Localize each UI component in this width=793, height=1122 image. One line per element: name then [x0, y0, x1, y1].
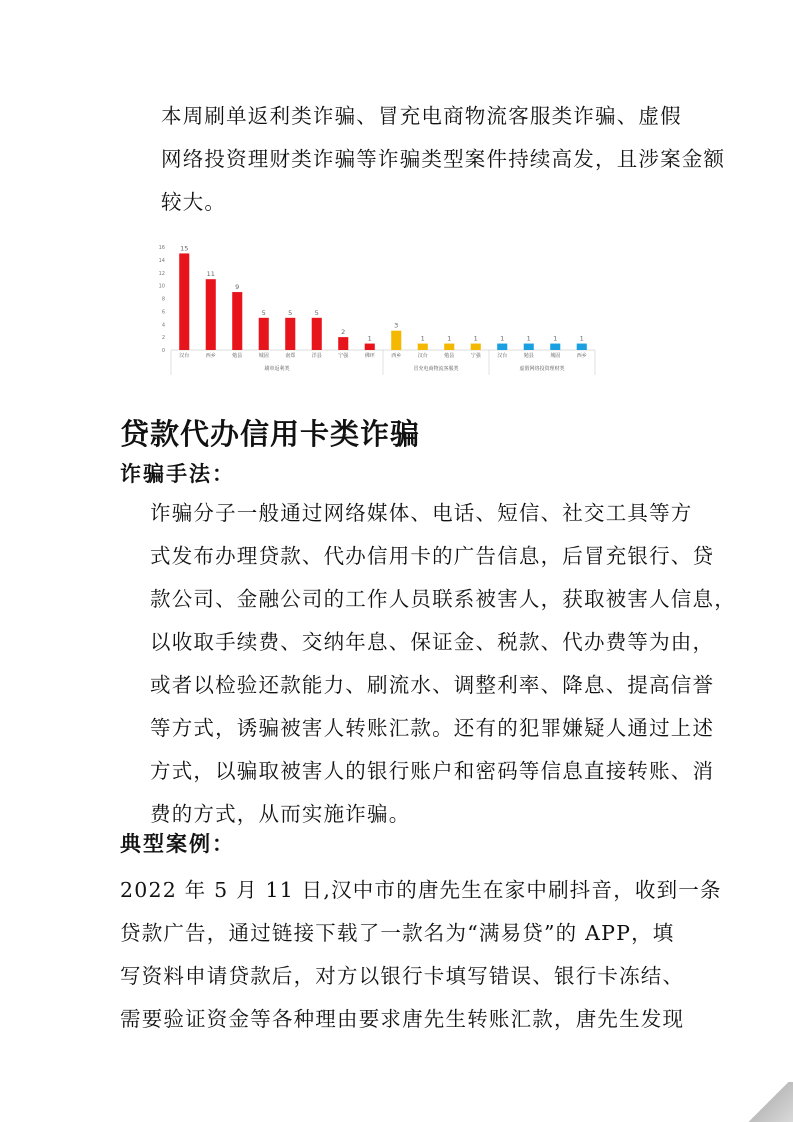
text-line: 或者以检验还款能力、刷流水、调整利率、降息、提高信誉 [150, 673, 715, 697]
text-line: 网络投资理财类诈骗等诈骗类型案件持续高发，且涉案金额 [161, 147, 726, 171]
y-tick-label: 6 [161, 309, 165, 316]
x-category-label: 汉台 [497, 353, 508, 359]
bar [206, 279, 216, 350]
y-tick-label: 2 [161, 335, 165, 342]
x-category-label: 西乡 [205, 353, 216, 359]
x-category-label: 西乡 [391, 353, 402, 359]
text-line: 等方式，诱骗被害人转账汇款。还有的犯罪嫌疑人通过上述 [150, 716, 715, 740]
bar-value-label: 1 [473, 334, 478, 343]
bar-value-label: 11 [206, 270, 215, 279]
x-category-label: 城固 [550, 353, 561, 359]
text-line: 2022 年 5 月 11 日,汉中市的唐先生在家中刷抖音，收到一条 [120, 878, 722, 902]
bar-value-label: 1 [553, 334, 558, 343]
bar [524, 344, 534, 350]
bar-value-label: 1 [500, 334, 505, 343]
y-tick-label: 0 [161, 348, 165, 354]
bar-value-label: 3 [394, 321, 399, 330]
x-category-label: 宁强 [338, 353, 349, 359]
bar [179, 253, 189, 350]
y-tick-label: 14 [158, 257, 165, 264]
text-line: 以收取手续费、交纳年息、保证金、税款、代办费等为由， [150, 630, 715, 654]
y-tick-label: 10 [158, 283, 165, 290]
x-category-label: 勉县 [444, 353, 455, 359]
y-tick-label: 16 [158, 245, 165, 251]
bar [259, 318, 269, 350]
x-category-label: 西乡 [576, 353, 587, 359]
x-category-label: 汉台 [417, 353, 428, 359]
bar-value-label: 9 [235, 283, 240, 292]
bar-value-label: 5 [288, 308, 293, 317]
x-category-label: 勉县 [523, 353, 534, 359]
text-line: 费的方式，从而实施诈骗。 [150, 802, 411, 826]
y-tick-label: 12 [158, 270, 165, 277]
x-category-label: 佛坪 [364, 353, 375, 359]
bar [232, 292, 242, 350]
case-paragraph [120, 869, 722, 1041]
method-heading: 诈骗手法： [120, 462, 235, 486]
bar-value-label: 5 [314, 308, 319, 317]
bar-value-label: 1 [367, 334, 372, 343]
x-category-label: 宁强 [470, 353, 481, 359]
text-line: 较大。 [161, 190, 227, 214]
bar-value-label: 1 [447, 334, 452, 343]
bar-value-label: 5 [261, 308, 266, 317]
group-label: 冒充电商物流客服类 [413, 366, 459, 372]
intro-paragraph [120, 95, 726, 224]
bar [471, 344, 481, 350]
bar [285, 318, 295, 350]
bar [577, 344, 587, 350]
text-line: 方式，以骗取被害人的银行账户和密码等信息直接转账、消 [150, 759, 715, 783]
bar-value-label: 1 [579, 334, 584, 343]
x-category-label: 勉县 [232, 353, 243, 359]
y-tick-label: 8 [161, 296, 165, 303]
y-tick-label: 4 [161, 322, 165, 329]
text-line: 式发布办理贷款、代办信用卡的广告信息，后冒充银行、贷 [150, 544, 715, 568]
group-label: 虚假网络投资理财类 [519, 366, 565, 372]
fraud-cases-bar-chart [143, 235, 598, 380]
bar [418, 344, 428, 350]
bar [550, 344, 560, 350]
x-category-label: 洋县 [311, 353, 322, 359]
bar [444, 344, 454, 350]
x-category-label: 汉台 [179, 353, 190, 359]
page-curl-decoration [733, 1082, 793, 1122]
bar [365, 344, 375, 350]
method-paragraph [120, 492, 736, 836]
bar [391, 331, 401, 350]
group-label: 刷单返利类 [264, 366, 290, 372]
bar-value-label: 15 [180, 244, 189, 253]
text-line: 贷款广告，通过链接下载了一款名为“满易贷”的 APP，填 [120, 921, 675, 945]
bar [312, 318, 322, 350]
x-category-label: 城固 [258, 353, 269, 359]
text-line: 本周刷单返利类诈骗、冒充电商物流客服类诈骗、虚假 [161, 104, 682, 128]
x-category-label: 南郑 [285, 353, 296, 359]
section-title: 贷款代办信用卡类诈骗 [120, 417, 421, 451]
text-line: 需要验证资金等各种理由要求唐先生转账汇款，唐先生发现 [120, 1007, 685, 1031]
bar-value-label: 1 [420, 334, 425, 343]
bar [497, 344, 507, 350]
bar [338, 337, 348, 350]
text-line: 写资料申请贷款后，对方以银行卡填写错误、银行卡冻结、 [120, 964, 685, 988]
bar-value-label: 1 [526, 334, 531, 343]
bar-value-label: 2 [341, 328, 346, 337]
text-line: 诈骗分子一般通过网络媒体、电话、短信、社交工具等方 [150, 501, 693, 525]
text-line: 款公司、金融公司的工作人员联系被害人，获取被害人信息， [150, 587, 736, 611]
case-heading: 典型案例： [120, 832, 235, 856]
